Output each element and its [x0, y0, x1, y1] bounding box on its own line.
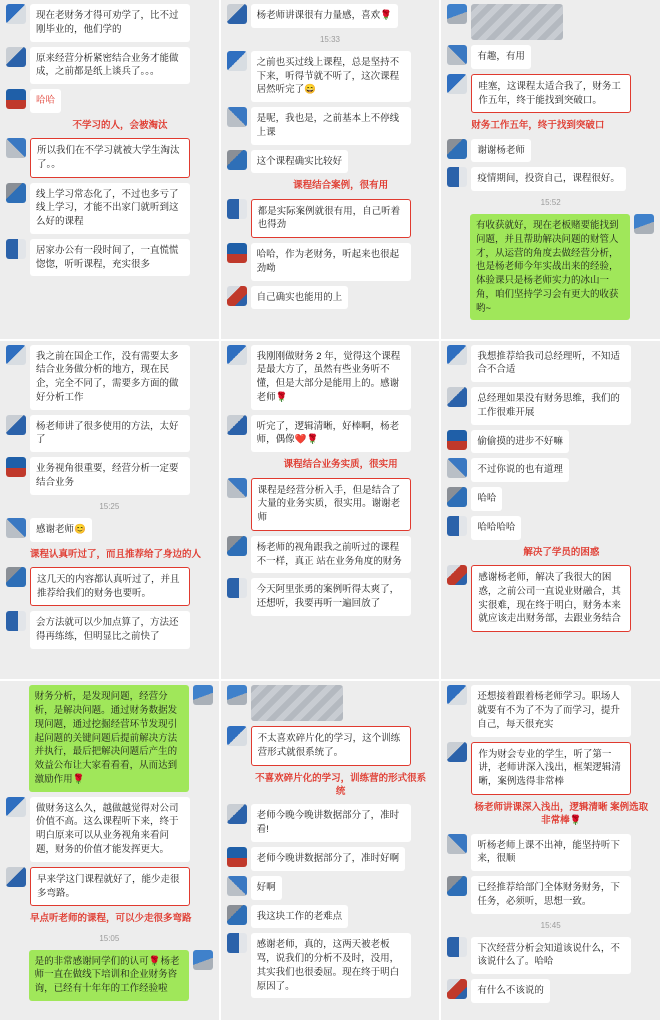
message-list: [6, 685, 213, 1001]
incoming-message-bubble[interactable]: 哇塞，这课程太适合我了，财务工作五年，终于能找到突破口。: [471, 74, 631, 114]
message-row: [6, 138, 213, 178]
incoming-message-bubble[interactable]: 有趣，有用: [471, 45, 531, 69]
message-row: [447, 937, 654, 975]
image-message[interactable]: [471, 4, 563, 40]
message-row: [447, 834, 654, 872]
message-row: [227, 876, 434, 900]
avatar[interactable]: [227, 286, 247, 306]
incoming-message-bubble[interactable]: 谢谢杨老师: [471, 139, 531, 163]
message-row: [447, 565, 654, 632]
message-row: [227, 804, 434, 842]
avatar[interactable]: [447, 345, 467, 365]
red-annotation: 财务工作五年，终于找到突破口: [471, 120, 605, 132]
incoming-message-bubble[interactable]: 感谢杨老师，解决了我很大的困惑，之前公司一直说业财融合，其实很难，现在终于明白，财务本来就应该走出财务部，去跟业务结合: [471, 565, 631, 632]
message-row: [227, 933, 434, 998]
red-annotation: 课程结合业务实质，很实用: [283, 459, 398, 471]
incoming-message-bubble[interactable]: 杨老师讲了很多使用的方法，太好了: [30, 415, 190, 453]
message-row: [227, 107, 434, 145]
message-row: [227, 536, 434, 574]
incoming-message-bubble[interactable]: 自己确实也能用的上: [251, 286, 349, 310]
incoming-message-bubble[interactable]: 有什么不该说的: [471, 979, 550, 1003]
incoming-message-bubble[interactable]: 会方法就可以少加点算了，方法还得再练练，但明显比之前快了: [30, 611, 190, 649]
avatar[interactable]: [6, 518, 26, 538]
avatar[interactable]: [6, 415, 26, 435]
message-row: [227, 199, 434, 239]
avatar[interactable]: [6, 47, 26, 67]
avatar[interactable]: [6, 457, 26, 477]
message-list: [227, 345, 434, 616]
message-row: [227, 345, 434, 410]
red-annotation: 不学习的人，会被淘汰: [72, 119, 168, 131]
timestamp: 15:05: [99, 933, 120, 943]
message-row: [447, 516, 654, 540]
incoming-message-bubble[interactable]: 哈哈: [30, 89, 61, 113]
red-annotation: 早点听老师的课程，可以少走很多弯路: [30, 913, 192, 925]
message-row: [6, 950, 213, 1001]
message-list: [447, 345, 654, 632]
red-annotation: 不喜欢碎片化的学习，训练营的形式很系统: [255, 772, 427, 798]
incoming-message-bubble[interactable]: 作为财会专业的学生，听了第一讲，老师讲深入浅出，框架逻辑清晰，案例选得非常棒: [471, 742, 631, 795]
avatar[interactable]: [447, 387, 467, 407]
message-row: [227, 905, 434, 929]
avatar[interactable]: [227, 933, 247, 953]
timestamp: 15:45: [540, 920, 561, 930]
avatar[interactable]: [6, 89, 26, 109]
red-annotation: 杨老师讲课深入浅出，逻辑清晰 案例选取非常棒🌹: [474, 801, 649, 827]
avatar[interactable]: [6, 567, 26, 587]
avatar: [447, 4, 467, 24]
chat-panel-p6: [441, 341, 660, 680]
chat-panel-p3: [441, 0, 660, 339]
avatar[interactable]: [227, 905, 247, 925]
avatar[interactable]: [447, 937, 467, 957]
outgoing-message-bubble[interactable]: 有收获就好，现在老板赌要能找到问题，并且帮助解决问题的财管人才，从运营的角度去做经营分析，也是杨老师今年实战出来的经验，体验课只是杨老师实力的冰山一角，咱们坚持学习会有更大的收获哟~: [470, 214, 630, 320]
incoming-message-bubble[interactable]: 做财务这么久，越做越觉得对公司价值不高。这么课程听下来，终于明白原来可以从业务视角来看问题，财务的价值才能发挥更大。: [30, 797, 190, 862]
message-row: [447, 430, 654, 454]
message-row: [6, 47, 213, 85]
message-row: [447, 742, 654, 795]
message-row: [447, 45, 654, 69]
message-row: [447, 458, 654, 482]
incoming-message-bubble[interactable]: 早来学这门课程就好了，能少走很多弯路。: [30, 867, 190, 907]
avatar[interactable]: [6, 239, 26, 259]
incoming-message-bubble[interactable]: 听完了，逻辑清晰，好棒啊，杨老师，偶像❤️🌹: [251, 415, 411, 453]
avatar[interactable]: [447, 167, 467, 187]
avatar-self[interactable]: [193, 685, 213, 705]
avatar-self[interactable]: [193, 950, 213, 970]
avatar[interactable]: [447, 979, 467, 999]
message-row: [227, 415, 434, 453]
message-row: [447, 4, 654, 40]
message-row: [447, 345, 654, 383]
avatar[interactable]: [6, 345, 26, 365]
incoming-message-bubble[interactable]: 下次经营分析会知道该说什么，不该说什么了。哈哈: [471, 937, 631, 975]
image-message[interactable]: [251, 685, 343, 721]
message-list: [227, 685, 434, 998]
incoming-message-bubble[interactable]: 线上学习常态化了，不过也多亏了线上学习，才能不出家门就听到这么好的课程: [30, 183, 190, 234]
message-row: [6, 345, 213, 410]
avatar[interactable]: [447, 685, 467, 705]
avatar[interactable]: [227, 4, 247, 24]
incoming-message-bubble[interactable]: 我这块工作的老难点: [251, 905, 349, 929]
message-row: [6, 183, 213, 234]
incoming-message-bubble[interactable]: 所以我们在不学习就被大学生淘汰了。。: [30, 138, 190, 178]
avatar[interactable]: [6, 611, 26, 631]
message-row: [227, 51, 434, 102]
message-row: [227, 847, 434, 871]
outgoing-message-bubble[interactable]: 财务分析，是发现问题，经营分析，是解决问题。通过财务数据发现问题，通过挖掘经营环节发现引起问题的关键问题后提前解决方法并执行，最后把解决问题后产生的效益公布让大家看看看，从而达到激励作用🌹: [29, 685, 189, 791]
message-row: [227, 4, 434, 28]
incoming-message-bubble[interactable]: 已经推荐给部门全体财务财务，下任务，必须听，思想一致。: [471, 876, 631, 914]
chat-panel-p1: [0, 0, 219, 339]
avatar[interactable]: [227, 536, 247, 556]
message-row: [6, 239, 213, 277]
timestamp: 15:33: [319, 34, 340, 44]
incoming-message-bubble[interactable]: 杨老师的视角跟我之前听过的课程不一样，真正 站在业务角度的财务: [251, 536, 411, 574]
avatar[interactable]: [227, 415, 247, 435]
message-row: [6, 89, 213, 113]
message-row: [447, 876, 654, 914]
timestamp: 15:52: [540, 198, 561, 208]
incoming-message-bubble[interactable]: 听杨老师上课不出神，能坚持听下来，很顺: [471, 834, 631, 872]
avatar[interactable]: [447, 458, 467, 478]
avatar[interactable]: [227, 199, 247, 219]
avatar[interactable]: [227, 150, 247, 170]
message-row: [447, 139, 654, 163]
incoming-message-bubble[interactable]: 都是实际案例就很有用，自己听着也得劲: [251, 199, 411, 239]
incoming-message-bubble[interactable]: 还想接着跟着杨老师学习。职场人就要有不为了不为了而学习，提升自己，每天很充实: [471, 685, 631, 736]
avatar[interactable]: [447, 45, 467, 65]
message-row: [6, 567, 213, 607]
incoming-message-bubble[interactable]: 老师今晚讲数据部分了，准时好啊: [251, 847, 406, 871]
incoming-message-bubble[interactable]: 偷偷摸的进步不好嘛: [471, 430, 569, 454]
chat-panel-p7: [0, 681, 219, 1020]
avatar[interactable]: [6, 138, 26, 158]
incoming-message-bubble[interactable]: 哈哈: [471, 487, 502, 511]
avatar[interactable]: [6, 797, 26, 817]
message-row: [6, 4, 213, 42]
avatar[interactable]: [227, 243, 247, 263]
chat-panel-p2: [221, 0, 440, 339]
avatar[interactable]: [227, 578, 247, 598]
message-list: [447, 685, 654, 1003]
message-row: [227, 243, 434, 281]
avatar[interactable]: [227, 51, 247, 71]
message-row: [447, 979, 654, 1003]
incoming-message-bubble[interactable]: 杨老师讲课很有力量感，喜欢🌹: [251, 4, 398, 28]
avatar[interactable]: [447, 742, 467, 762]
message-list: [6, 345, 213, 649]
chat-panel-p9: [441, 681, 660, 1020]
message-row: [227, 150, 434, 174]
avatar[interactable]: [447, 430, 467, 450]
red-annotation: 课程结合案例，很有用: [293, 180, 389, 192]
message-row: [227, 578, 434, 616]
avatar[interactable]: [227, 345, 247, 365]
message-list: [447, 4, 654, 320]
message-row: [6, 611, 213, 649]
avatar[interactable]: [227, 107, 247, 127]
message-row: [6, 518, 213, 542]
message-row: [447, 214, 654, 320]
incoming-message-bubble[interactable]: 现在老财务才得可劝学了，比不过刚毕业的，他们学的: [30, 4, 190, 42]
message-row: [447, 685, 654, 736]
avatar[interactable]: [227, 847, 247, 867]
incoming-message-bubble[interactable]: 课程是经营分析入手，但是结合了大量的业务实质，很实用。谢谢老师: [251, 478, 411, 531]
incoming-message-bubble[interactable]: 感谢老师😊: [30, 518, 92, 542]
incoming-message-bubble[interactable]: 哈哈，作为老财务，听起来也很起劲呦: [251, 243, 411, 281]
message-row: [227, 286, 434, 310]
incoming-message-bubble[interactable]: 疫情期间，投资自己，课程很好。: [471, 167, 626, 191]
message-list: [227, 4, 434, 309]
avatar[interactable]: [227, 876, 247, 896]
incoming-message-bubble[interactable]: 老师今晚今晚讲数据部分了，准时看!: [251, 804, 411, 842]
incoming-message-bubble[interactable]: 是呢，我也是，之前基本上不停线上课: [251, 107, 411, 145]
red-annotation: 解决了学员的困惑: [523, 546, 600, 558]
avatar-self[interactable]: [634, 214, 654, 234]
avatar[interactable]: [447, 565, 467, 585]
avatar[interactable]: [447, 516, 467, 536]
message-row: [6, 867, 213, 907]
chat-panel-p4: [0, 341, 219, 680]
chat-panel-p8: [221, 681, 440, 1020]
message-row: [6, 457, 213, 495]
incoming-message-bubble[interactable]: 之前也买过线上课程，总是坚持不下来，听得节就不听了，这次课程居然听完了😄: [251, 51, 411, 102]
message-row: [6, 415, 213, 453]
avatar[interactable]: [227, 478, 247, 498]
incoming-message-bubble[interactable]: 总经理如果没有财务思维，我们的工作很难开展: [471, 387, 631, 425]
avatar: [227, 685, 247, 705]
chat-panel-p5: [221, 341, 440, 680]
incoming-message-bubble[interactable]: 感谢老师，真的，这两天被老板骂，说我们的分析不及时，没用，其实我们也很委屈。现在终于明白原因了。: [251, 933, 411, 998]
incoming-message-bubble[interactable]: 我想推荐给我司总经理听，不知适合不合适: [471, 345, 631, 383]
message-list: [6, 4, 213, 276]
timestamp: 15:25: [99, 501, 120, 511]
avatar[interactable]: [227, 726, 247, 746]
incoming-message-bubble[interactable]: 我刚刚做财务 2 年，觉得这个课程是最大方了，虽然有些业务听不懂，但是大部分是能用上的。感谢老师🌹: [251, 345, 411, 410]
incoming-message-bubble[interactable]: 这几天的内容都认真听过了，并且推荐给我们的财务也要听。: [30, 567, 190, 607]
avatar[interactable]: [447, 74, 467, 94]
avatar[interactable]: [447, 876, 467, 896]
incoming-message-bubble[interactable]: 不过你说的也有道理: [471, 458, 569, 482]
outgoing-message-bubble[interactable]: 是的非常感谢同学们的认可🌹杨老师一直在做线下培训和企业财务咨询，已经有十年年的工作经验啦: [29, 950, 189, 1001]
avatar[interactable]: [6, 867, 26, 887]
incoming-message-bubble[interactable]: 好啊: [251, 876, 282, 900]
incoming-message-bubble[interactable]: 原来经营分析紧密结合业务才能做成，之前都是纸上谈兵了。。。: [30, 47, 190, 85]
message-row: [447, 167, 654, 191]
message-row: [227, 478, 434, 531]
incoming-message-bubble[interactable]: 居家办公有一段时间了，一直慌慌惚惚，听听课程，充实很多: [30, 239, 190, 277]
message-row: [447, 487, 654, 511]
avatar[interactable]: [6, 4, 26, 24]
message-row: [6, 797, 213, 862]
incoming-message-bubble[interactable]: 今天阿里张勇的案例听得太爽了，还想听，我要再听一遍回放了: [251, 578, 411, 616]
avatar[interactable]: [447, 834, 467, 854]
avatar[interactable]: [227, 804, 247, 824]
incoming-message-bubble[interactable]: 业务视角很重要，经营分析一定要结合业务: [30, 457, 190, 495]
red-annotation: 课程认真听过了，而且推荐给了身边的人: [30, 548, 202, 560]
incoming-message-bubble[interactable]: 不太喜欢碎片化的学习，这个训练营形式就很系统了。: [251, 726, 411, 766]
avatar[interactable]: [6, 183, 26, 203]
message-row: [227, 685, 434, 721]
avatar[interactable]: [447, 487, 467, 507]
incoming-message-bubble[interactable]: 哈哈哈哈: [471, 516, 521, 540]
avatar[interactable]: [447, 139, 467, 159]
message-row: [6, 685, 213, 791]
incoming-message-bubble[interactable]: 我之前在国企工作，没有需要太多结合业务做分析的地方，现在民企，完全不同了，需要多方面的做好分析工作: [30, 345, 190, 410]
incoming-message-bubble[interactable]: 这个课程确实比较好: [251, 150, 349, 174]
message-row: [447, 387, 654, 425]
message-row: [447, 74, 654, 114]
message-row: [227, 726, 434, 766]
